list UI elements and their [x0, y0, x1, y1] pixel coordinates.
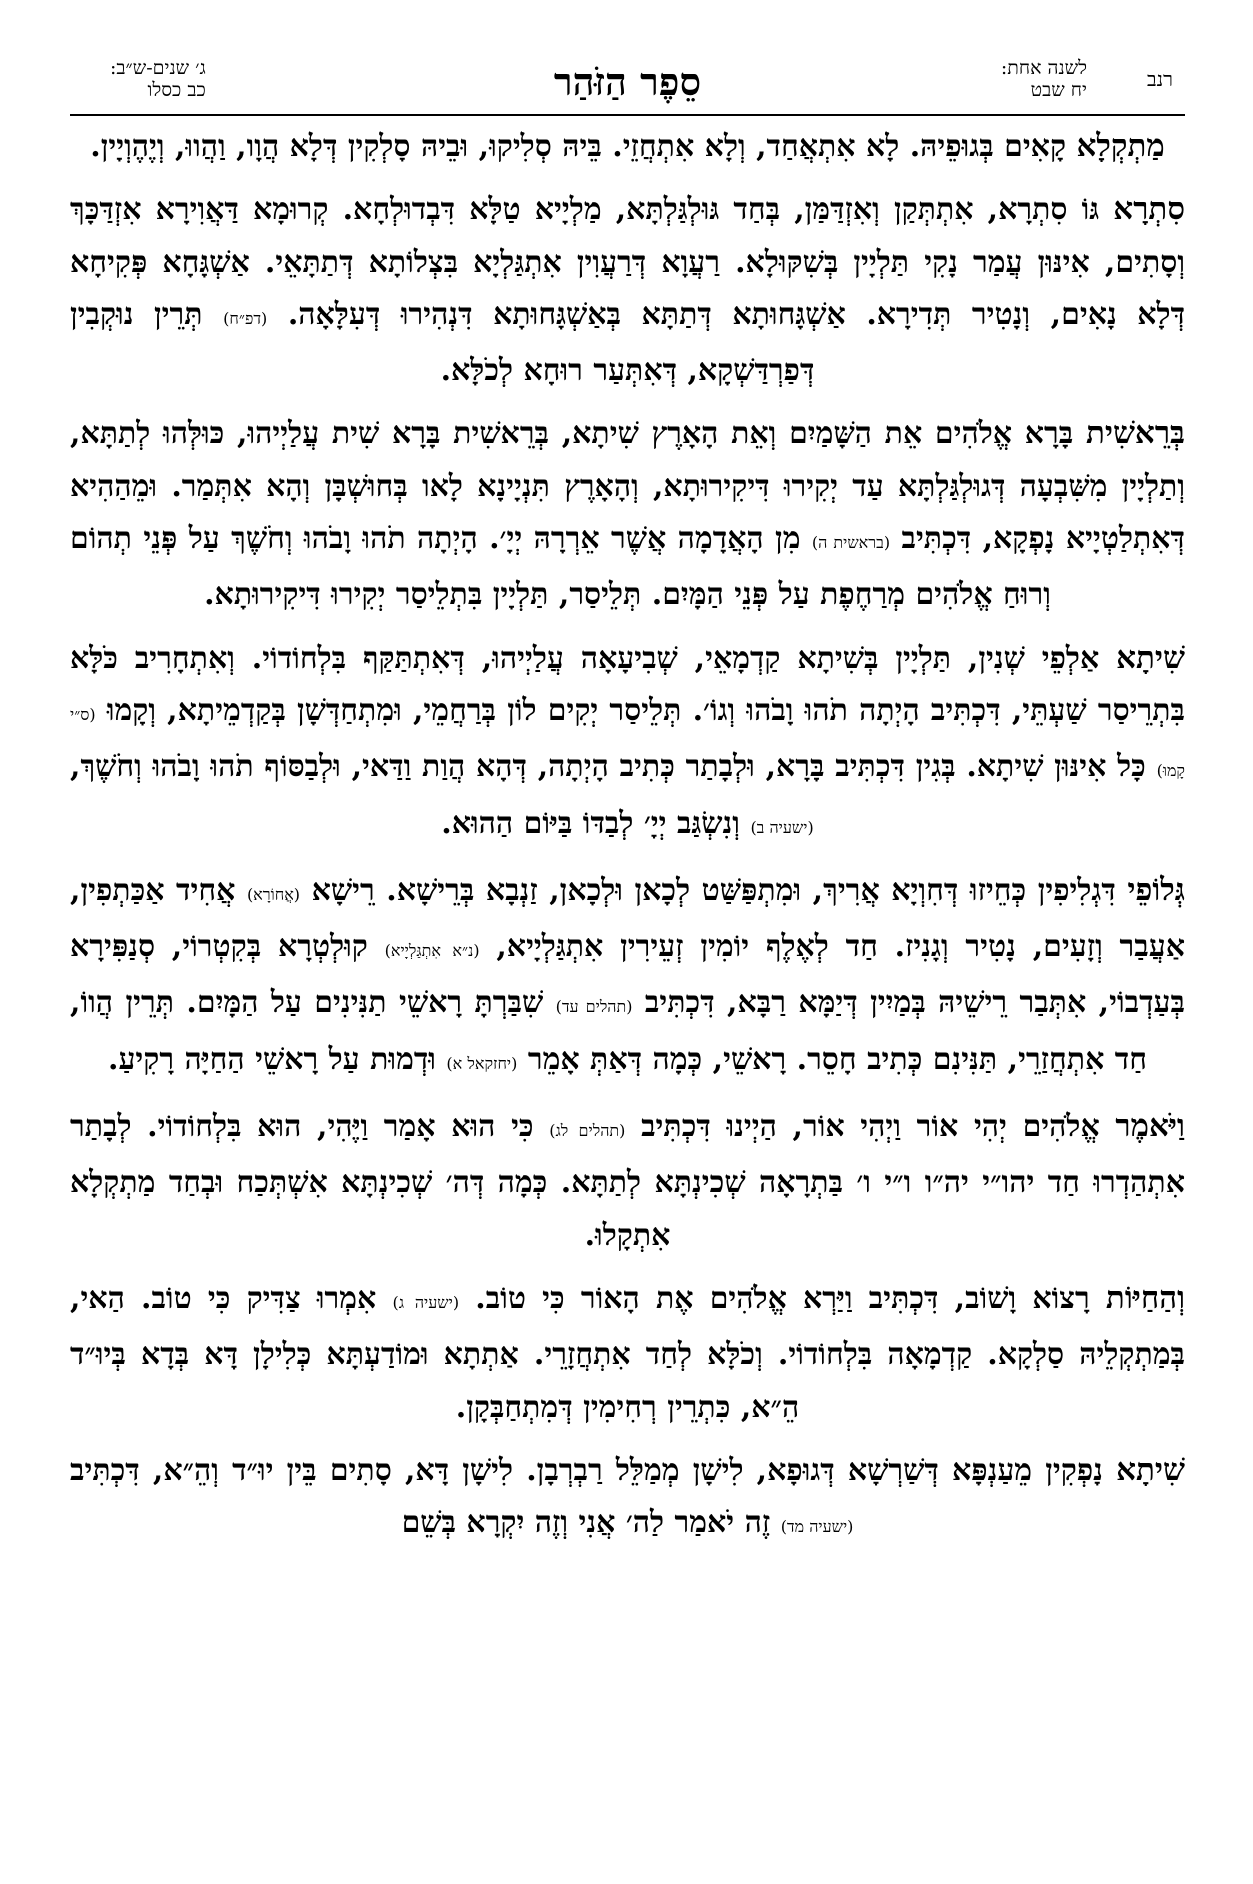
paragraph-text: כָּל אִינּוּן שִׁיתָא. בְּגִין דִּכְתִּיב בָּרָא, וּלְבָתַר כְּתִיב הָיְתָה, דְּהָא הֲוַת וַדַּאי, וּלְבַסּוֹף תֹהוּ וָבֹהוּ וְחֹשֶׁךְ,	[70, 749, 1146, 785]
opening-word: שִׁיתָא	[1116, 1451, 1185, 1488]
source-reference: (ישעיה ג)	[392, 1292, 460, 1312]
paragraph-text: גּוֹ סִתְרָא, אִתְתְּקַן וְאִזְדַּמַּן, בְּחַד גּוּלְגַּלְתָּא, מַלְיָיא טַלָּא דִּבְדוּלְחָא. קְרוּמָא דַּאֲוִירָא אִזְדַּכָּךְ וְסָתִים, אִינּוּן עֲמַר נָקִי תַּלְיָין בְּשִׁקּוּלָא. רַעֲוָא דְּרַעֲוִין אִתְגַּלְיָא בִּצְלוֹתָא דְּתַתָּאֵי. אַשְׁגָּחָא פְּקִיחָא דְּלָא נָאִים, וְנָטִיר תְּדִירָא. אַשְׁגָּחוּתָא דְּתַתָּא בְּאַשְׁגָּחוּתָא דִּנְהִירוּ דְּעִלָּאָה.	[70, 192, 1185, 332]
source-reference: (ס״י קָמוּ)	[70, 704, 1185, 781]
source-reference: (נ״א אִתְגַּלְיָיא)	[384, 941, 480, 961]
paragraph-text: כִּי הוּא אָמַר וַיֶּהִי, הוּא בִּלְחוֹדוֹי. לְבָתַר אִתְהַדְרוּ חַד יהו״י יה״ו ו״י ו׳ בַּתְרָאָה שְׁכִינְתָּא לְתַתָּא. כְּמָה דְּה׳ שְׁכִינְתָּא אִשְׁתְּכַח וּבְחַד מַתְקְלָא אִתְקָלוּ.	[70, 1109, 1185, 1253]
paragraph-2	[70, 183, 1185, 397]
paragraph-5	[70, 864, 1185, 1090]
paragraph-text: שִׁבַּרְתָּ רָאשֵׁי תַנִּינִים עַל הַמָּיִם. תְּרֵין הֲווֹ, חַד אִתְחֲזַרֵי, תַּנִּינִם כְּתִיב חָסֵר. רָאשֵׁי, כְּמָה דְּאַתְּ אָמֵר	[70, 985, 1147, 1077]
paragraph-7	[70, 1272, 1185, 1434]
paragraph-text: תְּרֵין נוּקְבִין דְּפַרְדַּשְׁקָא, דְּאִתְּעַר רוּחָא לְכֹלָּא.	[70, 296, 815, 389]
paragraph-text: וְנִשְׂגַּב יְיָ׳ לְבַדּוֹ בַּיּוֹם הַהוּא.	[441, 805, 740, 841]
paragraph-text: קָאִים בְּגוּפֵיהּ. לָא אִתְאֲחַד, וְלָא אִתְחֲזֵי. בֵּיהּ סְלִיקוּ, וּבֵיהּ סָלְקִין דְּלָא הֲוָו, וַהֲווּ, וְיֶהֶוְיָין.	[90, 129, 1066, 164]
source-reference: (אֲחוֹרָא)	[246, 884, 301, 904]
running-header	[70, 38, 1185, 116]
paragraph-text: רָצוֹא וָשׁוֹב, דִּכְתִּיב וַיַּרְא אֱלֹהִים אֶת הָאוֹר כִּי טוֹב.	[475, 1280, 1090, 1316]
paragraph-text: מִן הָאֲדָמָה אֲשֶׁר אֵרְרָהּ יְיָ׳. הָיְתָה תֹהוּ וָבֹהוּ וְחֹשֶׁךְ עַל פְּנֵי תְהוֹם וְרוּחַ אֱלֹהִים מְרַחֶפֶת עַל פְּנֵי הַמָּיִם. תְּלֵיסַר, תַּלְיָין בִּתְלֵיסַר יְקִירוּ דִּיקִירוּתָא.	[70, 521, 1051, 613]
page	[70, 38, 1185, 1853]
header-left-line-2: כב כסלו	[147, 78, 206, 101]
paragraph-1	[70, 120, 1185, 173]
source-reference: (יחזקאל א)	[446, 1053, 518, 1073]
header-right-line-1: לשנה אחת:	[1000, 57, 1087, 79]
paragraph-text: דִּגְלִיפִין כְּחֵיזוּ דְּחִוְיָא אֲרִיךְ, וּמִתְפַּשַּׁט לְכָאן וּלְכָאן, זַנְבָא בְּרֵישָׁא. רֵישָׁא	[311, 872, 1116, 908]
header-right-line-2: יח שבט	[1030, 78, 1087, 101]
source-reference: (ישעיה מד)	[780, 1517, 854, 1537]
text-body	[70, 120, 1185, 1845]
paragraph-3	[70, 407, 1185, 621]
paragraph-text: אִמְרוּ צַדִּיק כִּי טוֹב. הַאי, בְּמַתְקְלֵיהּ סַלְקָא. קַדְמָאָה בִּלְחוֹדוֹי. וְכֹלָּא לְחַד אִתְחֲזָרֵי. אַתְתָא וּמוֹדַעְתָּא כְּלִילָן דָּא בְּדָא בְּיוּ״ד הֵ״א, כִּתְרֵין רְחִימִין דְּמִתְחַבְּקָן.	[70, 1280, 1185, 1425]
paragraph-text: בָּרָא אֱלֹהִים אֵת הַשָּׁמַיִם וְאֵת הָאָרֶץ שִׁיתָא, בְּרֵאשִׁית בָּרָא שִׁית עֲלַיְיהוּ, כּוּלְּהוּ לְתַתָּא, וְתַלְיָין מִשִּׁבְעָה דְּגוּלְגַּלְתָּא עַד יְקִירוּ דִּיקִירוּתָא, וְהָאָרֶץ תִּנְיָינָא לָאו בְּחוּשְׁבָּן וְהָא אִתְּמַר. וּמֵהַהִיא דְּאִתְלַטְיָיא נָפְקָא, דִּכְתִּיב	[70, 416, 1185, 557]
opening-word: גְּלוֹפֵי	[1127, 871, 1185, 908]
paragraph-text: זֶה יֹאמַר לַה׳ אֲנִי וְזֶה יִקְרָא בְּשֵׁם	[401, 1505, 771, 1541]
source-reference: (דפ״ח)	[223, 308, 268, 328]
header-left-note	[110, 58, 206, 102]
opening-word: וַיֹּאמֶר	[1115, 1108, 1185, 1145]
header-left-line-1: ג׳ שנים-ש״ב:	[110, 57, 206, 79]
opening-word: סִתְרָא	[1113, 191, 1185, 228]
opening-word: מַתְקְלָא	[1076, 128, 1165, 164]
paragraph-6	[70, 1100, 1185, 1262]
paragraph-8	[70, 1444, 1185, 1554]
page-number: רנב	[1147, 67, 1173, 91]
opening-word: שִׁיתָא	[1116, 639, 1185, 676]
opening-word: וְהַחַיּוֹת	[1105, 1279, 1185, 1316]
paragraph-text: קוּלְטְרָא בְּקִטְרוֹי, סְנַפִּירָא בְּעַדְבוֹי, אִתְּבַר רֵישֵׁיהּ בְּמַיִין דְּיַמָּא רַבָּא, דִּכְתִּיב	[70, 929, 1185, 1021]
source-reference: (בראשית ה)	[811, 533, 891, 553]
paragraph-4	[70, 632, 1185, 854]
paragraph-text: נָפְקִין מֵעַנְפָּא דְּשַׁרְשָׁא דְּגוּפָא, לִישָׁן מְמַלֵּל רַבְרְבָן. לִישָׁן דָּא, סָתִים בֵּין יוּ״ד וְהֵ״א, דִּכְתִּיב	[70, 1452, 1103, 1488]
source-reference: (ישעיה ב)	[750, 817, 814, 837]
paragraph-text: אֲחִיד אַכַּתְפִין, אַעֲבַר וְזָעִים, נָטִיר וְגָנִיז. חַד לְאֶלֶף יוֹמִין זְעֵירִין אִתְגַּלְיָיא,	[70, 872, 1185, 965]
paragraph-text: וּדְמוּת עַל רָאשֵׁי הַחַיָּה רָקִיעַ.	[108, 1041, 436, 1077]
opening-word: בְּרֵאשִׁית	[1085, 415, 1185, 452]
source-reference: (תהלים עד)	[555, 997, 633, 1017]
book-title: סֵפֶר הַזֹּהַר	[553, 59, 702, 104]
paragraph-text: אֱלֹהִים יְהִי אוֹר וַיְהִי אוֹר, הַיְינוּ דִּכְתִּיב	[641, 1109, 1100, 1145]
paragraph-text: אַלְפֵי שְׁנִין, תַּלְיָין בְּשִׁיתָא קַדְמָאֵי, שְׁבִיעָאָה עֲלַיְיהוּ, דְּאִתְתַּקַּף בִּלְחוֹדוֹי. וְאִתְחָרִיב כֹּלָּא בִּתְרֵיסַר שַׁעְתֵּי, דִּכְתִּיב הָיְתָה תֹהוּ וָבֹהוּ וְגוֹ׳. תְּלֵיסַר יְקִים לוֹן בְּרַחֲמֵי, וּמִתְחַדְּשָׁן בְּקַדְמֵיתָא, וְקָמוּ	[70, 640, 1185, 728]
source-reference: (תהלים לג)	[549, 1121, 626, 1141]
